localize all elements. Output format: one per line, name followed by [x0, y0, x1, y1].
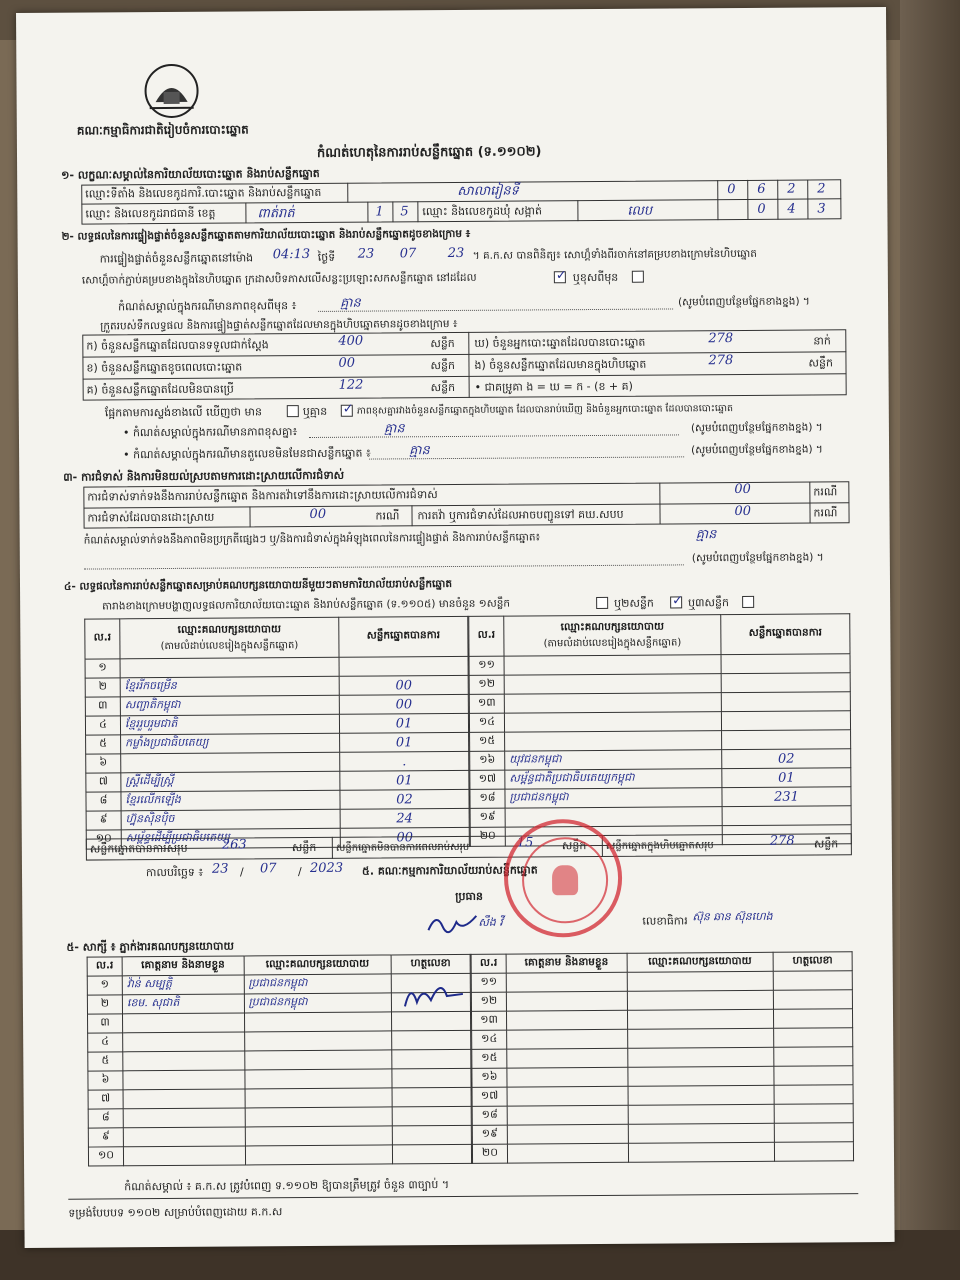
count-a-label: ក) ចំនួនសន្លឹកឆ្នោតដែលបានទទួលជាក់ស្តែង	[86, 338, 269, 353]
objection-row2b-unit: ករណី	[813, 506, 838, 520]
invalid-total-unit: សន្លឹក	[561, 839, 587, 853]
witness-name	[507, 1124, 628, 1144]
sheets-label: តារាងខាងក្រោមបង្ហាញលទ្ធផលការិយាល័យបោះឆ្នោត និងរាប់សន្លឹកឆ្នោត (ទ.១១០៥) មានចំនួន ១សន្លឹក	[102, 597, 511, 613]
section2-title: ២- លទ្ធផលនៃការផ្ទៀងផ្ទាត់ចំនួនសន្លឹកឆ្នោតតាមការិយាល័យបោះឆ្នោត និងរាប់សន្លឹកឆ្នោតដូចខាងក្រោម ៖	[61, 227, 471, 243]
sheet-3-label: ឬ៣សន្លឹក	[688, 596, 730, 610]
chair-label: ប្រធាន	[455, 889, 483, 903]
sheet-2-label: ឬ២សន្លឹក	[614, 596, 654, 610]
diff-yes-checkbox[interactable]	[287, 405, 299, 417]
section5-title: ៥- សាក្សី ៖ ភ្នាក់ងារគណបក្សនយោបាយ	[66, 939, 234, 954]
formula: • ជាគម្រូគា ង = ឃ = ក - (ខ + គ)	[474, 379, 633, 394]
row-number: ១៤	[472, 1030, 507, 1049]
commune-code-3: 3	[817, 201, 826, 217]
party-votes: 01	[340, 732, 469, 752]
row-number: ៨	[88, 1109, 123, 1128]
diff-no-label: ឬគ្មាន	[302, 404, 328, 419]
row-number: ៦	[88, 1071, 123, 1090]
party-name	[120, 657, 339, 678]
party-votes	[721, 673, 850, 693]
wit-col-no: ល.រ	[471, 954, 506, 973]
province-code-2: 5	[400, 204, 409, 220]
row-number: ៥	[86, 735, 121, 754]
party-votes: 02	[340, 789, 469, 809]
station-name: សាលារៀនទី	[457, 183, 519, 199]
witness-party: ប្រជាជនកម្ពុជា	[244, 993, 392, 1013]
wit-col-party: ឈ្មោះគណបក្សនយោបាយ	[627, 952, 773, 972]
witness-signature	[774, 1047, 853, 1067]
witness-party	[244, 1012, 392, 1032]
count-d-unit: នាក់	[813, 334, 831, 348]
witness-name	[123, 1032, 245, 1052]
note-hint: (សូមបំពេញបន្ថែមផ្នែកខាងខ្នង) ។	[678, 295, 810, 309]
col-party: ឈ្មោះគណបក្សនយោបាយ (តាមលំដាប់លេខរៀងក្នុងសន្លឹកឆ្នោត)	[120, 617, 339, 659]
witness-signature	[392, 1144, 471, 1164]
valid-total-label: សន្លឹកឆ្នោតបានការសរុប	[89, 841, 188, 856]
commune-name: លេប	[627, 203, 653, 219]
row-number: ២០	[472, 1144, 507, 1163]
party-votes	[722, 806, 851, 826]
commune-code-2: 4	[787, 201, 796, 217]
chair-signature-icon	[422, 908, 482, 938]
witness-name	[507, 1048, 628, 1068]
row-number: ១៨	[472, 1106, 507, 1125]
form-title: កំណត់ហេតុនៃការរាប់សន្លឹកឆ្នោត (ទ.១១០២)	[316, 144, 542, 161]
party-name: យុវជនកម្ពុជា	[505, 750, 722, 771]
party-name: សម្ព័ន្ធជាតិប្រជាធិបតេយ្យកម្ពុជា	[505, 769, 722, 790]
party-votes: 231	[722, 787, 851, 807]
witness-party	[628, 1123, 774, 1143]
sheet-1-checkbox[interactable]	[596, 597, 608, 609]
miss-note-hint: (សូមបំពេញបន្ថែមផ្នែកខាងខ្នង) ។	[691, 443, 823, 457]
wit-col-name: គោត្តនាម និងនាមខ្លួន	[506, 953, 627, 973]
section1-title: ១- លក្ខណៈសម្គាល់នៃការិយាល័យបោះឆ្នោត និងរាប់សន្លឹកឆ្នោត	[61, 166, 320, 182]
count-d-value: 278	[708, 331, 734, 347]
row-number: ១	[87, 976, 122, 995]
province-name: ពាត់រាត់	[257, 206, 295, 222]
witness-signature	[392, 1068, 471, 1088]
row-number: ៨	[86, 792, 121, 811]
count-d-label: ឃ) ចំនួនអ្នកបោះឆ្នោតដែលបានបោះឆ្នោត	[474, 335, 646, 350]
secretary-name: ស៊ុន ឆាន ស៊ុនហេង	[692, 909, 773, 924]
witness-party	[245, 1126, 393, 1146]
check-line3: ក្រួតរបស់ទឹកលទ្ធផល និងការផ្ទៀងផ្ទាត់សន្លឹកឆ្នោតដែលមានក្នុងហិបឆ្នោតមានដូចខាងក្រោម ៖	[100, 317, 458, 333]
count-e-label: ង) ចំនួនសន្លឹកឆ្នោតដែលមានក្នុងហិបឆ្នោត	[474, 357, 647, 372]
row-number: ១៥	[470, 732, 505, 751]
witness-signature	[392, 1125, 471, 1145]
row-number: ៤	[85, 716, 120, 735]
section3-title: ៣- ការជំទាស់ និងការមិនយល់ស្របតាមការដោះស្រាយលើការជំទាស់	[63, 468, 345, 484]
witness-name	[507, 1105, 628, 1125]
province-label: ឈ្មោះ និងលេខកូដរាជធានី ខេត្ត	[85, 206, 216, 221]
witness-party	[628, 1104, 774, 1124]
station-code-2: 6	[757, 181, 766, 197]
table-row	[88, 1144, 471, 1166]
party-votes	[721, 711, 850, 731]
row-number: ៣	[88, 1014, 123, 1033]
witness-party	[628, 1142, 774, 1162]
col-party: ឈ្មោះគណបក្សនយោបាយ (តាមលំដាប់លេខរៀងក្នុងសន្លឹកឆ្នោត)	[504, 615, 721, 657]
party-name: ខ្មែររីកចម្រើន	[120, 676, 339, 697]
row-number: ៤	[88, 1033, 123, 1052]
miss-note-value: គ្មាន	[409, 443, 430, 459]
row-number: ១៧	[472, 1087, 507, 1106]
witness-name: វ៉ាន់ សម្បត្តិ	[122, 975, 244, 995]
col-no: ល.រ	[85, 619, 120, 659]
objection-row1-unit: ករណី	[813, 485, 838, 499]
witness-signature	[392, 1087, 471, 1107]
table-row	[472, 1142, 853, 1164]
party-name: សញ្ជាតិកម្ពុជា	[120, 695, 339, 716]
diff-line-label: ផ្អែកតាមការស្ទង់ខាងលើ ឃើញថា មាន	[104, 405, 262, 420]
witness-name	[122, 1013, 244, 1033]
commune-code-1: 0	[757, 201, 766, 217]
row-number: ១២	[471, 992, 506, 1011]
witness-party	[245, 1107, 393, 1127]
witness-signature	[774, 1085, 853, 1105]
wit-col-sign: ហត្ថលេខា	[773, 952, 852, 972]
station-code-4: 2	[817, 181, 826, 197]
results-table-left	[84, 616, 470, 853]
objection-row1-label: ការជំទាស់ទាក់ទងនឹងការរាប់សន្លឹកឆ្នោត និងការតវ៉ាទៅនឹងការដោះស្រាយលើការជំទាស់	[87, 488, 438, 504]
col-no: ល.រ	[469, 616, 504, 656]
objection-row2b-label: ការតវ៉ា ឬការជំទាស់ដែលអាចបញ្ជូនទៅ គឃ.សបប	[417, 507, 624, 523]
witness-signature	[773, 971, 852, 991]
witness-party	[627, 971, 773, 991]
witness-signature	[774, 1123, 853, 1143]
party-votes	[721, 654, 850, 674]
valid-total-value: 263	[221, 837, 247, 853]
table-surface-right	[900, 0, 960, 1280]
party-name: ប្រជាជនកម្ពុជា	[505, 788, 722, 809]
station-code-1: 0	[727, 182, 736, 198]
row-number: ២	[87, 995, 122, 1014]
party-name: ខ្មែររួបរួមជាតិ	[120, 714, 339, 735]
row-number: ១០	[88, 1147, 123, 1166]
col-votes: សន្លឹកឆ្នោតបានការ	[339, 616, 468, 657]
row-number: ៣	[85, 697, 120, 716]
count-a-unit: សន្លឹក	[430, 336, 455, 351]
invalid-total-label: សន្លឹកឆ្នោតមិនបានការពេលរាប់សរុប	[335, 841, 470, 854]
witness-name	[123, 1108, 245, 1128]
witness-name: ខេម. សុជាតិ	[122, 994, 244, 1014]
party-votes: 00	[340, 827, 469, 847]
party-votes: 00	[339, 694, 468, 714]
objection-note-hint: (សូមបំពេញបន្ថែមផ្នែកខាងខ្នង) ។	[691, 551, 824, 565]
objection-row2b-value: 00	[734, 503, 752, 520]
party-name	[504, 674, 721, 695]
witness-name	[507, 1086, 628, 1106]
check-time-label: ការផ្ទៀងផ្ទាត់ចំនួនសន្លឹកឆ្នោតនៅម៉ោង	[99, 251, 254, 266]
province-code-1: 1	[375, 204, 384, 220]
miss-note-label: • កំណត់សម្គាល់ក្នុងករណីមានតួលេខមិនមែនជាសន្លឹកឆ្នោត ៖	[123, 446, 371, 462]
row-number: ១០	[86, 830, 121, 849]
ballot-total-label: សន្លឹកឆ្នោតក្នុងហិបឆ្នោតសរុប	[605, 840, 714, 852]
objection-row2-unit: ករណី	[375, 509, 400, 523]
row-number: ១១	[469, 656, 504, 675]
committee-name: គណៈកម្មាធិការជាតិរៀបចំការបោះឆ្នោត	[76, 122, 249, 138]
count-c-label: គ) ចំនួនសន្លឹកឆ្នោតដែលមិនបានប្រើ	[86, 382, 234, 397]
witness-name	[123, 1070, 245, 1090]
witness-name	[506, 972, 627, 992]
station-label: ឈ្មោះទីតាំង និងលេខកូដការិ.បោះឆ្នោត និងរាប់សន្លឹកឆ្នោត	[85, 185, 322, 201]
check-day: 23	[357, 246, 375, 262]
party-votes: .	[340, 751, 469, 771]
witness-signature	[392, 1030, 471, 1050]
row-number: ១១	[471, 973, 506, 992]
party-name: កម្លាំងប្រជាធិបតេយ្យ	[121, 733, 340, 754]
party-name: ស្រ្តីដើម្បីស្ត្រី	[121, 771, 340, 792]
objection-row2-value: 00	[309, 506, 327, 522]
diff-note-value: គ្មាន	[383, 421, 405, 437]
party-name: ហ្វ៊ុនស៊ិនប៉ិច	[121, 809, 340, 830]
wit-col-sign: ហត្ថលេខា	[391, 954, 470, 974]
commune-label: ឈ្មោះ និងលេខកូដឃុំ សង្កាត់	[422, 204, 542, 219]
row-number: ៩	[88, 1128, 123, 1147]
witness-signature	[774, 1104, 853, 1124]
party-name: សម្ព័ន្ធដើម្បីប្រជាធិបតេយ្យ	[121, 828, 340, 849]
witness-name	[123, 1127, 245, 1147]
changed-checkbox[interactable]	[632, 271, 644, 283]
row-number: ១៥	[472, 1049, 507, 1068]
station-code-3: 2	[787, 181, 796, 197]
party-votes	[722, 730, 851, 750]
witness-signature	[773, 990, 852, 1010]
row-number: ២០	[470, 827, 505, 846]
diff-line-rest: ភាពខុសគ្នារវាងចំនួនសន្លឹកឆ្នោតក្នុងហិបឆ្នោត ដែលបានរាប់ឃើញ និងចំនួនអ្នកបោះឆ្នោត ដែលបានបោះឆ្នោត	[356, 403, 734, 417]
row-number: ១៣	[471, 1011, 506, 1030]
row-number: ៥	[88, 1052, 123, 1071]
row-number: ១៦	[472, 1068, 507, 1087]
row-number: ១៩	[470, 808, 505, 827]
note-label: កំណត់សម្គាល់ក្នុងករណីមានភាពខុសពីមុន ៖	[118, 299, 297, 314]
witness-signature	[773, 1009, 852, 1029]
day-label: ថ្ងៃទី	[317, 250, 336, 264]
check-year: 23	[447, 245, 465, 262]
witness-party	[627, 1047, 773, 1067]
witness-party	[628, 1085, 774, 1105]
witness-signature	[392, 1049, 471, 1069]
count-e-value: 278	[708, 353, 734, 369]
check-month: 07	[399, 246, 417, 262]
results-table-right	[468, 613, 852, 847]
objection-row1-value: 00	[734, 481, 751, 498]
official-stamp-icon	[504, 819, 623, 938]
date-year: 2023	[309, 860, 344, 877]
row-number: ១៤	[469, 713, 504, 732]
witness-name	[506, 991, 627, 1011]
count-b-value: 00	[338, 355, 356, 371]
ballot-total-value: 278	[769, 833, 795, 849]
row-number: ៧	[88, 1090, 123, 1109]
witness-signature	[774, 1066, 853, 1086]
party-name: ខ្មែរលើកឡើង	[121, 790, 340, 811]
count-b-unit: សន្លឹក	[430, 358, 455, 373]
check-line2: សោហ្គ៏ចាក់ភ្ជាប់គម្របខាងក្នុងនៃហិបឆ្នោត ក្រដាសបិទភាសលើសន្លះប្រឡោះសកសន្លឹកឆ្នោត នៅដដែល	[81, 271, 477, 287]
objection-note-label: កំណត់សម្គាល់ទាក់ទងនឹងភាពមិនប្រក្រតីផ្សេងៗ ឬ/និងការជំទាស់ក្នុងអំឡុងពេលនៃការផ្ទៀងផ្ទាត់ និងការរាប់សន្លឹកឆ្នោត៖	[83, 531, 541, 547]
row-number: ៩	[86, 811, 121, 830]
check-time: 04:13	[272, 246, 311, 263]
secretary-label: លេខាធិការ	[642, 914, 688, 928]
party-name	[504, 712, 721, 733]
witness-name	[123, 1051, 245, 1071]
witness-name	[123, 1089, 245, 1109]
witness-party	[245, 1145, 393, 1165]
witness-name	[506, 1010, 627, 1030]
party-name	[505, 731, 722, 752]
count-e-unit: សន្លឹក	[808, 356, 833, 370]
witness-party	[627, 990, 773, 1010]
date-day: 23	[211, 861, 229, 877]
row-number: ២	[85, 678, 120, 697]
witness-party	[627, 1028, 773, 1048]
witness-name	[507, 1029, 628, 1049]
date-month: 07	[259, 861, 277, 877]
witness-signature	[774, 1142, 853, 1162]
witness-signature	[774, 1028, 853, 1048]
check-line1-end: ។ គ.ក.ស បានពិនិត្យ៖ សោហ្គ៏ទាំងពីរចាក់នៅគម្របខាងក្រោមនៃហិបឆ្នោត	[472, 247, 757, 262]
party-votes	[721, 692, 850, 712]
wit-col-name: គោត្តនាម និងនាមខ្លួន	[122, 956, 244, 976]
section4-title: ៤- លទ្ធផលនៃការរាប់សន្លឹកឆ្នោតសម្រាប់គណបក្សនយោបាយនីមួយៗតាមការិយាល័យរាប់សន្លឹកឆ្នោត	[63, 578, 453, 593]
changed-label: ឬខុសពីមុន	[572, 270, 619, 285]
diff-note-label: • កំណត់សម្គាល់ក្នុងករណីមានភាពខុសគ្នា៖	[122, 425, 298, 440]
count-a-value: 400	[338, 333, 364, 349]
col-votes: សន្លឹកឆ្នោតបានការ	[721, 614, 850, 655]
witness-party	[627, 1009, 773, 1029]
witness-party	[628, 1066, 774, 1086]
sheet-3-checkbox[interactable]	[742, 596, 754, 608]
row-number: ១៧	[470, 770, 505, 789]
diff-no-checkbox[interactable]: ✓	[342, 401, 354, 417]
row-number: ៦	[86, 754, 121, 773]
row-number: ១២	[469, 675, 504, 694]
witness-signature-icon	[401, 976, 467, 1016]
objection-row2-label: ការជំទាស់ដែលបានដោះស្រាយ	[87, 510, 215, 525]
party-votes: 01	[722, 768, 851, 788]
party-name	[121, 752, 340, 773]
count-c-value: 122	[338, 377, 364, 393]
row-number: ១	[85, 659, 120, 678]
party-votes: 24	[340, 808, 469, 828]
party-votes: 01	[340, 770, 469, 790]
row-number: ១៩	[472, 1125, 507, 1144]
row-number: ៧	[86, 773, 121, 792]
witness-party: ប្រជាជនកម្ពុជា	[244, 974, 392, 994]
row-number: ១៣	[469, 694, 504, 713]
witness-party	[244, 1069, 392, 1089]
witness-party	[245, 1088, 393, 1108]
witness-name	[507, 1143, 628, 1163]
party-votes: 01	[339, 713, 468, 733]
wit-col-no: ល.រ	[87, 957, 122, 976]
date-label: កាលបរិច្ឆេទ ៖	[145, 865, 204, 880]
same-checkbox[interactable]: ✓	[555, 268, 567, 284]
diff-note-hint: (សូមបំពេញបន្ថែមផ្នែកខាងខ្នង) ។	[690, 421, 823, 435]
footnote: កំណត់សម្គាល់ ៖ គ.ក.ស ត្រូវបំពេញ ទ.១១០២ ឱ្យបានត្រឹមត្រូវ ចំនួន ៣ច្បាប់ ។	[124, 1178, 450, 1194]
row-number: ១៨	[470, 789, 505, 808]
witness-signature	[392, 1106, 471, 1126]
party-name	[504, 655, 721, 676]
count-c-unit: សន្លឹក	[430, 380, 456, 395]
wit-col-party: ឈ្មោះគណបក្សនយោបាយ	[244, 955, 392, 975]
party-votes: 02	[722, 749, 851, 769]
note-value: គ្មាន	[339, 295, 361, 311]
witness-name	[123, 1146, 245, 1166]
form-sheet: គណៈកម្មាធិការជាតិរៀបចំការបោះឆ្នោត កំណត់ហេតុនៃការរាប់សន្លឹកឆ្នោត (ទ.១១០២) ១- លក្ខណៈសម្គាល់នៃការិយាល័យបោះឆ្នោត និងរាប់សន្លឹកឆ្នោត ឈ្មោះទីតាំង និងលេខកូដការិ.បោះឆ្នោត និងរាប់សន្លឹកឆ្នោត សាលារៀនទី 0 6 2 2 ឈ្មោះ និងលេខកូដរាជធានី ខេត្ត ពាត់រាត់ 1 5 ឈ្មោះ និងលេខកូដឃុំ សង្កាត់ លេប 0 4 3 ២- លទ្ធផលនៃការផ្ទៀងផ្ទាត់ចំនួនសន្លឹកឆ្នោតតាមការិយាល័យបោះឆ្នោត និងរាប់សន្លឹកឆ្នោតដូចខាងក្រោម ៖ ការផ្ទៀងផ្ទាត់ចំនួនសន្លឹកឆ្នោតនៅម៉ោង 04:13 ថ្ងៃទី 23 07 23 ។ គ.ក.ស បានពិនិត្យ៖ សោហ្គ៏ទាំងពីរចាក់នៅគម្របខាងក្រោមនៃហិបឆ្នោត សោហ្គ៏ចាក់ភ្ជាប់គម្របខាងក្នុងនៃហិបឆ្នោត ក្រដាសបិទភាសលើសន្លះប្រឡោះសកសន្លឹកឆ្នោត នៅដដែល ✓ ឬខុសពីមុន កំណត់សម្គាល់ក្នុងករណីមានភាពខុសពីមុន ៖ គ្មាន (សូមបំពេញបន្ថែមផ្នែកខាងខ្នង) ។ ក្រួតរបស់ទឹកលទ្ធផល និងការផ្ទៀងផ្ទាត់សន្លឹកឆ្នោតដែលមានក្នុងហិបឆ្នោតមានដូចខាងក្រោម ៖ ក) ចំនួនសន្លឹកឆ្នោតដែលបានទទួលជាក់ស្តែង 400 សន្លឹក ខ) ចំនួនសន្លឹកឆ្នោតខូចពេលបោះឆ្នោត 00 សន្លឹក គ) ចំនួនសន្លឹកឆ្នោតដែលមិនបានប្រើ 122 សន្លឹក ឃ) ចំនួនអ្នកបោះឆ្នោតដែលបានបោះឆ្នោត 278 នាក់ ង) ចំនួនសន្លឹកឆ្នោតដែលមានក្នុងហិបឆ្នោត 278 សន្លឹក • ជាគម្រូគា ង = ឃ = ក - (ខ + គ) ផ្អែកតាមការស្ទង់ខាងលើ ឃើញថា មាន ឬគ្មាន ✓ ភាពខុសគ្នារវាងចំនួនសន្លឹកឆ្នោតក្នុងហិបឆ្នោត ដែលបានរាប់ឃើញ និងចំនួនអ្នកបោះឆ្នោត ដែលបានបោះឆ្នោត • កំណត់សម្គាល់ក្នុងករណីមានភាពខុសគ្នា៖ គ្មាន (សូមបំពេញបន្ថែមផ្នែកខាងខ្នង) ។ • កំណត់សម្គាល់ក្នុងករណីមានតួលេខមិនមែនជាសន្លឹកឆ្នោត ៖ គ្មាន (សូមបំពេញបន្ថែមផ្នែកខាងខ្នង) ។ ៣- ការជំទាស់ និងការមិនយល់ស្របតាមការដោះស្រាយលើការជំទាស់ ការជំទាស់ទាក់ទងនឹងការរាប់សន្លឹកឆ្នោត និងការតវ៉ាទៅនឹងការដោះស្រាយលើការជំទាស់ 00 ករណី ការជំទាស់ដែលបានដោះស្រាយ 00 ករណី ការតវ៉ា ឬការជំទាស់ដែលអាចបញ្ជូនទៅ គឃ.សបប 00 ករណី កំណត់សម្គាល់ទាក់ទងនឹងភាពមិនប្រក្រតីផ្សេងៗ ឬ/និងការជំទាស់ក្នុងអំឡុងពេលនៃការផ្ទៀងផ្ទាត់ និងការរាប់សន្លឹកឆ្នោត៖ គ្មាន (សូមបំពេញបន្ថែមផ្នែកខាងខ្នង) ។ ៤- លទ្ធផលនៃការរាប់សន្លឹកឆ្នោតសម្រាប់គណបក្សនយោបាយនីមួយៗតាមការិយាល័យរាប់សន្លឹកឆ្នោត តារាងខាងក្រោមបង្ហាញលទ្ធផលការិយាល័យបោះឆ្នោត និងរាប់សន្លឹកឆ្នោត (ទ.១១០៥) មានចំនួន ១សន្លឹក ឬ២សន្លឹក ✓ ឬ៣សន្លឹក ល.រ ឈ្មោះគណបក្សនយោបាយ (តាមលំដាប់លេខរៀងក្នុងសន្លឹកឆ្នោត) សន្លឹកឆ្នោតបានការ ១ ២ ខ្មែររីកចម្រើន 00 ៣ សញ្ជាតិកម្ពុជា 00 ៤ ខ្មែររួបរួមជាតិ 01 ៥ កម្លាំងប្រជាធិបតេយ្យ 01 ៦ . ៧ ស្រ្តីដើម្បីស្ត្រី 01 ៨ ខ្មែរលើកឡើង 02 ៩ ហ្វ៊ុនស៊ិនប៉ិច 24 ១០ សម្ព័ន្ធដើម្បីប្រជាធិបតេយ្យ 00 ល.រ ឈ្មោះគណបក្សនយោបាយ (តាមលំដាប់លេខរៀងក្នុងសន្លឹកឆ្នោត) សន្លឹកឆ្នោតបានការ ១១ ១២ ១៣ ១៤ ១៥ ១៦ យុវជនកម្ពុជា 02 ១៧ សម្ព័ន្ធជាតិប្រជាធិបតេយ្យកម្ពុជា 01 ១៨ ប្រជាជនកម្ពុជា 231 ១៩ ២០ សន្លឹកឆ្នោតបានការសរុប 263 សន្លឹក សន្លឹកឆ្នោតមិនបានការពេលរាប់សរុប 15 សន្លឹក សន្លឹកឆ្នោតក្នុងហិបឆ្នោតសរុប 278 សន្លឹក កាលបរិច្ឆេទ ៖ 23 / 07 / 2023 ៥. គណៈកម្មការការិយាល័យរាប់សន្លឹកឆ្នោត ប្រធាន សឹង វី លេខាធិការ ស៊ុន ឆាន ស៊ុនហេង ៥- សាក្សី ៖ ភ្នាក់ងារគណបក្សនយោបាយ ល.រ គោត្តនាម និងនាមខ្លួន ឈ្មោះគណបក្សនយោបាយ ហត្ថលេខា ១ វ៉ាន់ សម្បត្តិ ប្រជាជនកម្ពុជា ២ ខេម. សុជាតិ ប្រជាជនកម្ពុជា ៣ ៤ ៥ ៦ ៧ ៨ ៩ ១០ ល.រ គោត្តនាម និងនាមខ្លួន ឈ្មោះគណបក្សនយោបាយ ហត្ថលេខា ១១ ១២ ១៣ ១៤ ១៥ ១៦ ១៧ ១៨ ១៩ ២០ កំណត់សម្គាល់ ៖ គ.ក.ស ត្រូវបំពេញ ទ.១១០២ ឱ្យបានត្រឹមត្រូវ ចំនួន ៣ច្បាប់ ។ ទម្រង់បែបបទ ១១០២ សម្រាប់បំពេញដោយ គ.ក.ស	[16, 7, 895, 1248]
witness-party	[244, 1031, 392, 1051]
ballot-total-unit: សន្លឹក	[813, 837, 839, 851]
party-votes: 00	[339, 675, 468, 695]
form-footer: ទម្រង់បែបបទ ១១០២ សម្រាប់បំពេញដោយ គ.ក.ស	[68, 1205, 283, 1220]
invalid-total-value: 15	[516, 835, 534, 851]
chair-name: សឹង វី	[478, 915, 503, 929]
office-committee-label: ៥. គណៈកម្មការការិយាល័យរាប់សន្លឹកឆ្នោត	[361, 863, 538, 878]
valid-total-unit: សន្លឹក	[291, 840, 317, 855]
sheet-2-checkbox[interactable]: ✓	[672, 593, 684, 609]
witness-name	[507, 1067, 628, 1087]
nec-logo-icon	[141, 62, 201, 120]
party-votes	[339, 656, 468, 676]
count-b-label: ខ) ចំនួនសន្លឹកឆ្នោតខូចពេលបោះឆ្នោត	[86, 360, 243, 375]
party-name	[504, 693, 721, 714]
row-number: ១៦	[470, 751, 505, 770]
witness-table-right	[471, 951, 854, 1164]
objection-note-value: គ្មាន	[695, 527, 717, 543]
witness-party	[244, 1050, 392, 1070]
